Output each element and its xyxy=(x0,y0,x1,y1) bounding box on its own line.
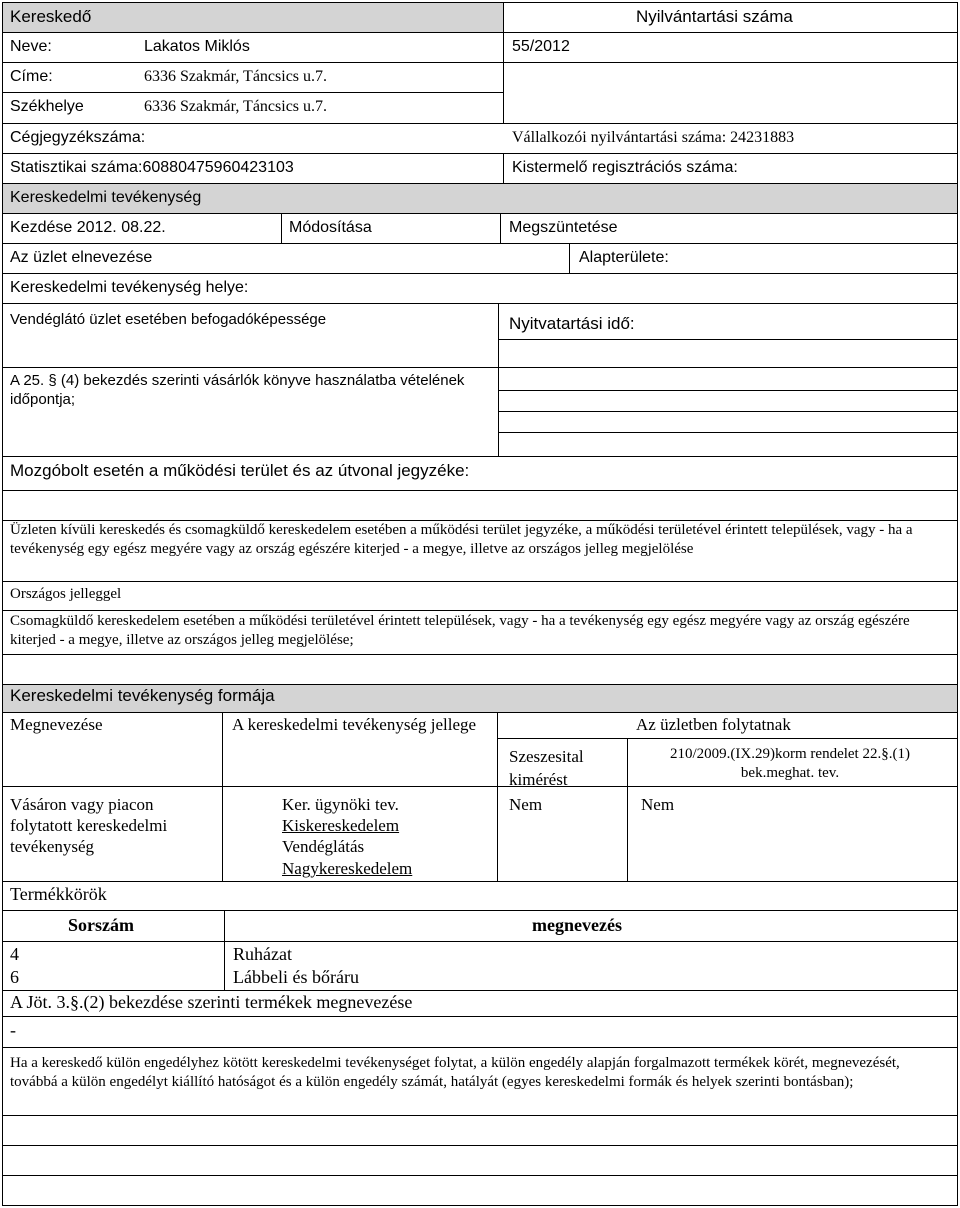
excise-title: A Jöt. 3.§.(2) bekezdése szerinti termékek megnevezése xyxy=(10,992,413,1012)
forms-col-name: Megnevezése xyxy=(10,715,103,734)
special-permit-line-1 xyxy=(2,1115,958,1146)
company-reg-label: Cégjegyzékszáma: xyxy=(10,129,146,146)
floor-area-label: Alapterülete: xyxy=(579,249,669,266)
nature-item-wholesale: Nagykereskedelem xyxy=(282,859,413,878)
special-permit-text: Ha a kereskedő külön engedélyhez kötött kereskedelmi tevékenységet folytat, a külön engedély alapján forgalmazott termékek körét, megnevezését, továbbá a külön engedélyt kiállító hatóságot és a külön engedély számát, hatályát (egyes kereskedelmi formák és helyek szerinti bontásban); xyxy=(10,1055,900,1090)
activity-modification: Módosítása xyxy=(289,219,372,236)
small-producer-reg: Kistermelő regisztrációs száma: xyxy=(512,159,738,176)
registration-title: Nyilvántartási száma xyxy=(636,7,793,26)
merchant-name-row xyxy=(2,32,504,63)
opening-hours-label: Nyitvatartási idő: xyxy=(509,314,635,333)
decree-value: Nem xyxy=(641,795,675,814)
nature-item-catering: Vendéglátás xyxy=(282,837,365,856)
products-col-name: megnevezés xyxy=(532,915,622,935)
excise-value-cell xyxy=(2,1016,958,1048)
mail-order-text: Csomagküldő kereskedelem esetében a működési területével érintett települések, vagy - ha a tevékenység egy egész megyére vagy az ország egészére kiterjed - a megye, illetve az országos jelleg megjelölése; xyxy=(10,613,910,648)
complaint-book-line-3 xyxy=(498,411,958,433)
forms-row-decree-cell xyxy=(627,786,958,882)
alcohol-label: Szeszesital kimérést xyxy=(509,747,584,789)
mobile-shop-text: Mozgóbolt esetén a működési terület és az útvonal jegyzéke: xyxy=(10,461,470,480)
nature-item-retail: Kiskereskedelem xyxy=(282,816,400,835)
name-label: Neve: xyxy=(10,38,52,55)
address-label: Címe: xyxy=(10,68,53,85)
seat-value: 6336 Szakmár, Táncsics u.7. xyxy=(144,98,328,115)
product-number-2: 6 xyxy=(10,967,19,987)
activity-section-title: Kereskedelmi tevékenység xyxy=(10,189,202,206)
forms-col-shop: Az üzletben folytatnak xyxy=(636,715,791,734)
mobile-shop-value-cell xyxy=(2,490,958,521)
opening-hours-value-cell xyxy=(498,339,958,368)
complaint-book-text: A 25. § (4) bekezdés szerinti vásárlók könyve használatba vételének időpontja; xyxy=(10,372,465,408)
entrepreneur-reg: Vállalkozói nyilvántartási száma: 24231883 xyxy=(512,129,795,146)
nature-item-agent: Ker. ügynöki tev. xyxy=(282,795,399,814)
special-permit-line-2 xyxy=(2,1145,958,1176)
product-name-2: Lábbeli és bőráru xyxy=(233,967,359,987)
registration-number-cell xyxy=(503,32,958,63)
excise-value: - xyxy=(10,1020,16,1040)
national-scope-cell xyxy=(2,581,958,611)
products-header xyxy=(2,881,958,911)
product-number-1: 4 xyxy=(10,944,19,964)
location-label: Kereskedelmi tevékenység helye: xyxy=(10,279,249,296)
products-section-title: Termékkörök xyxy=(10,884,107,904)
forms-row-name: Vásáron vagy piacon folytatott kereskedelmi tevékenység xyxy=(10,795,168,856)
name-value: Lakatos Miklós xyxy=(144,38,250,55)
forms-col-nature: A kereskedelmi tevékenység jellege xyxy=(232,715,477,734)
activity-start: Kezdése 2012. 08.22. xyxy=(10,219,166,236)
shop-name-label: Az üzlet elnevezése xyxy=(10,249,153,266)
stat-number: Statisztikai száma:60880475960423103 xyxy=(10,159,294,176)
capacity-label: Vendéglátó üzlet esetében befogadóképessége xyxy=(10,311,327,328)
off-premises-text: Üzleten kívüli kereskedés és csomagküldő kereskedelem esetében a működési terület jegyzéke, a működési területével érintett települések, vagy - ha a tevékenység egy egész megyére vagy az ország egészére kiterjed - a megye, illetve az országos jelleg megjelölése xyxy=(10,522,913,557)
complaint-book-line-4 xyxy=(498,432,958,457)
address-value: 6336 Szakmár, Táncsics u.7. xyxy=(144,68,328,85)
alcohol-value: Nem xyxy=(509,795,543,814)
complaint-book-line-1 xyxy=(498,367,958,391)
mail-order-value-cell xyxy=(2,654,958,685)
special-permit-line-3 xyxy=(2,1175,958,1206)
merchant-title: Kereskedő xyxy=(10,7,92,26)
products-col-number: Sorszám xyxy=(68,915,134,935)
product-name-1: Ruházat xyxy=(233,944,292,964)
decree-label: 210/2009.(IX.29)korm rendelet 22.§.(1) bek.meghat. tev. xyxy=(670,746,910,781)
address-right-cell xyxy=(503,62,958,124)
national-scope: Országos jelleggel xyxy=(10,586,122,602)
seat-label: Székhelye xyxy=(10,98,84,115)
registration-number: 55/2012 xyxy=(512,38,570,55)
products-rows-number-cell xyxy=(2,941,225,991)
complaint-book-line-2 xyxy=(498,390,958,412)
company-reg-row xyxy=(2,123,958,154)
activity-termination: Megszüntetése xyxy=(509,219,618,236)
forms-section-title: Kereskedelmi tevékenység formája xyxy=(10,686,275,705)
